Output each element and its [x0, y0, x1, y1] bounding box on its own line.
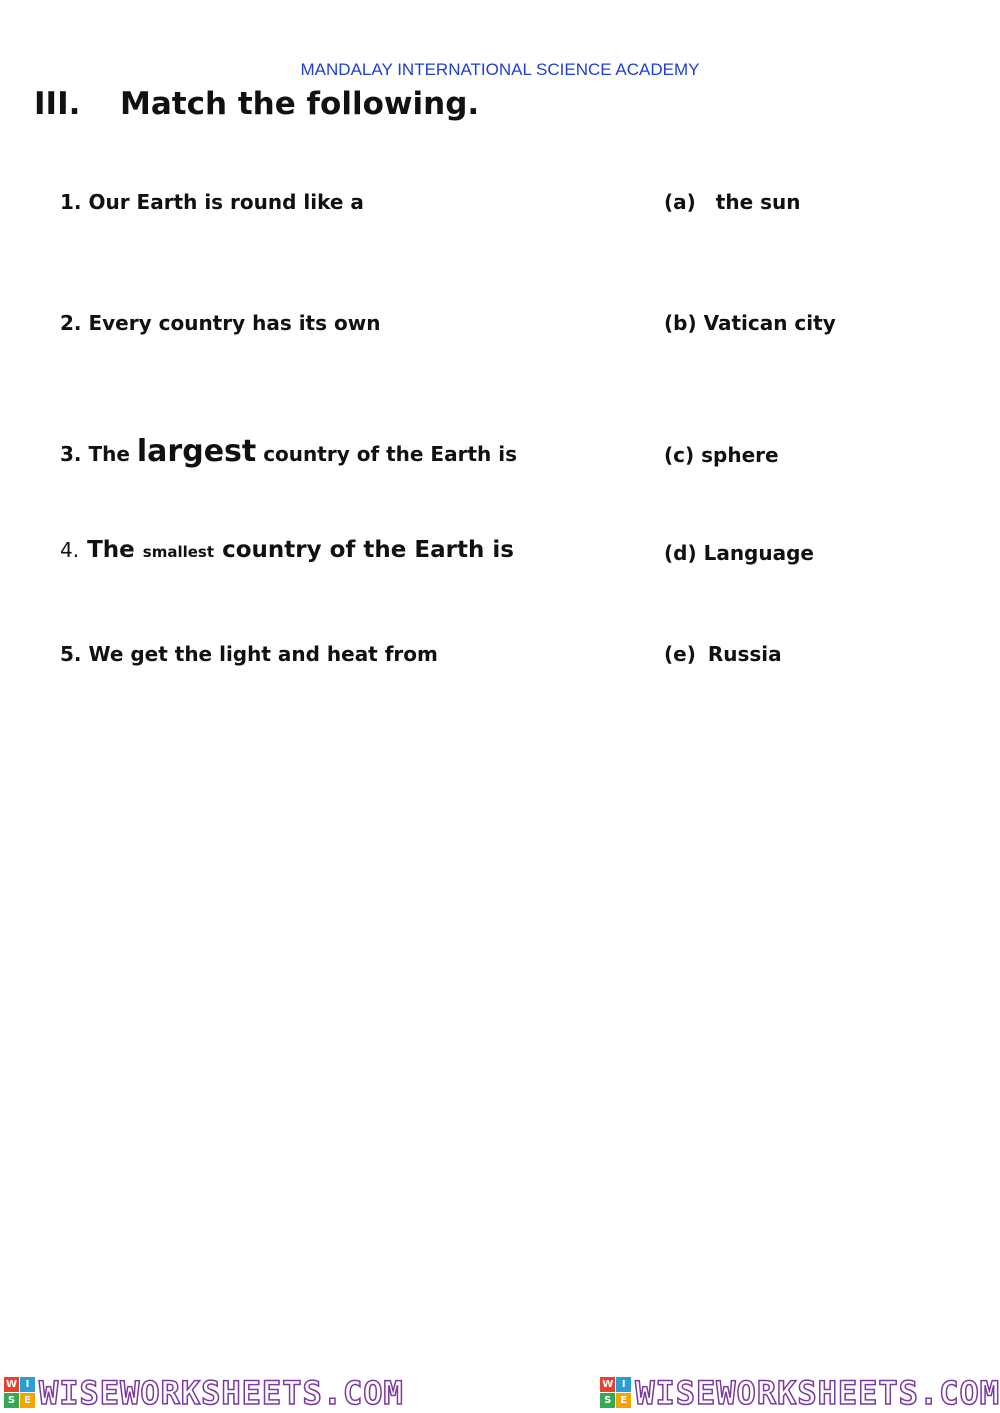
- answer-c: [664, 443, 779, 467]
- answer-e-letter: (e): [664, 642, 696, 666]
- brand-text: WISEWORKSHEETS.COM: [635, 1373, 1000, 1412]
- brand-watermark: [596, 1373, 1000, 1412]
- logo-letter-w: W: [602, 1379, 614, 1390]
- answer-a-letter: (a): [664, 190, 696, 214]
- question-3: [60, 434, 517, 469]
- logo-letter-s: S: [4, 1393, 19, 1408]
- logo-letter-i: I: [616, 1377, 631, 1392]
- brand-text: WISEWORKSHEETS.COM: [39, 1373, 404, 1412]
- logo-letter-e: E: [20, 1393, 35, 1408]
- answer-a: [664, 190, 801, 214]
- answer-d-letter: (d): [664, 541, 697, 565]
- question-1: 1. Our Earth is round like a: [60, 190, 364, 214]
- answer-b-text: Vatican city: [703, 311, 836, 335]
- question-2: 2. Every country has its own: [60, 311, 381, 335]
- question-4-number: 4.: [60, 538, 80, 562]
- question-4-suffix: country of the Earth is: [222, 537, 514, 563]
- answer-c-letter: (c): [664, 443, 695, 467]
- brand-watermark: [0, 1373, 404, 1412]
- question-4-prefix: The: [87, 537, 135, 563]
- brand-logo-icon: [4, 1377, 35, 1408]
- question-4-emphasis: smallest: [142, 543, 215, 561]
- question-3-suffix: country of the Earth is: [263, 442, 517, 466]
- question-4: [60, 537, 514, 563]
- question-5: 5. We get the light and heat from: [60, 642, 438, 666]
- logo-letter-e: E: [616, 1393, 631, 1408]
- logo-letter-w: W: [5, 1379, 18, 1390]
- page-title: [34, 86, 479, 122]
- footer-watermark: [0, 1372, 1000, 1413]
- section-number: III.: [34, 86, 81, 122]
- answer-d: [664, 541, 814, 565]
- logo-letter-i: I: [20, 1377, 35, 1392]
- answer-b: [664, 311, 836, 335]
- logo-letter-s: S: [600, 1393, 615, 1408]
- section-title: Match the following.: [120, 86, 480, 122]
- question-3-emphasis: largest: [136, 434, 257, 469]
- question-3-prefix: 3. The: [60, 442, 130, 466]
- answer-a-text: the sun: [715, 190, 801, 214]
- school-name: MANDALAY INTERNATIONAL SCIENCE ACADEMY: [300, 60, 700, 79]
- answer-c-text: sphere: [701, 443, 779, 467]
- answer-b-letter: (b): [664, 311, 697, 335]
- answer-e-text: Russia: [707, 642, 782, 666]
- answer-d-text: Language: [703, 541, 814, 565]
- brand-logo-icon: [600, 1377, 631, 1408]
- answer-e: [664, 642, 782, 666]
